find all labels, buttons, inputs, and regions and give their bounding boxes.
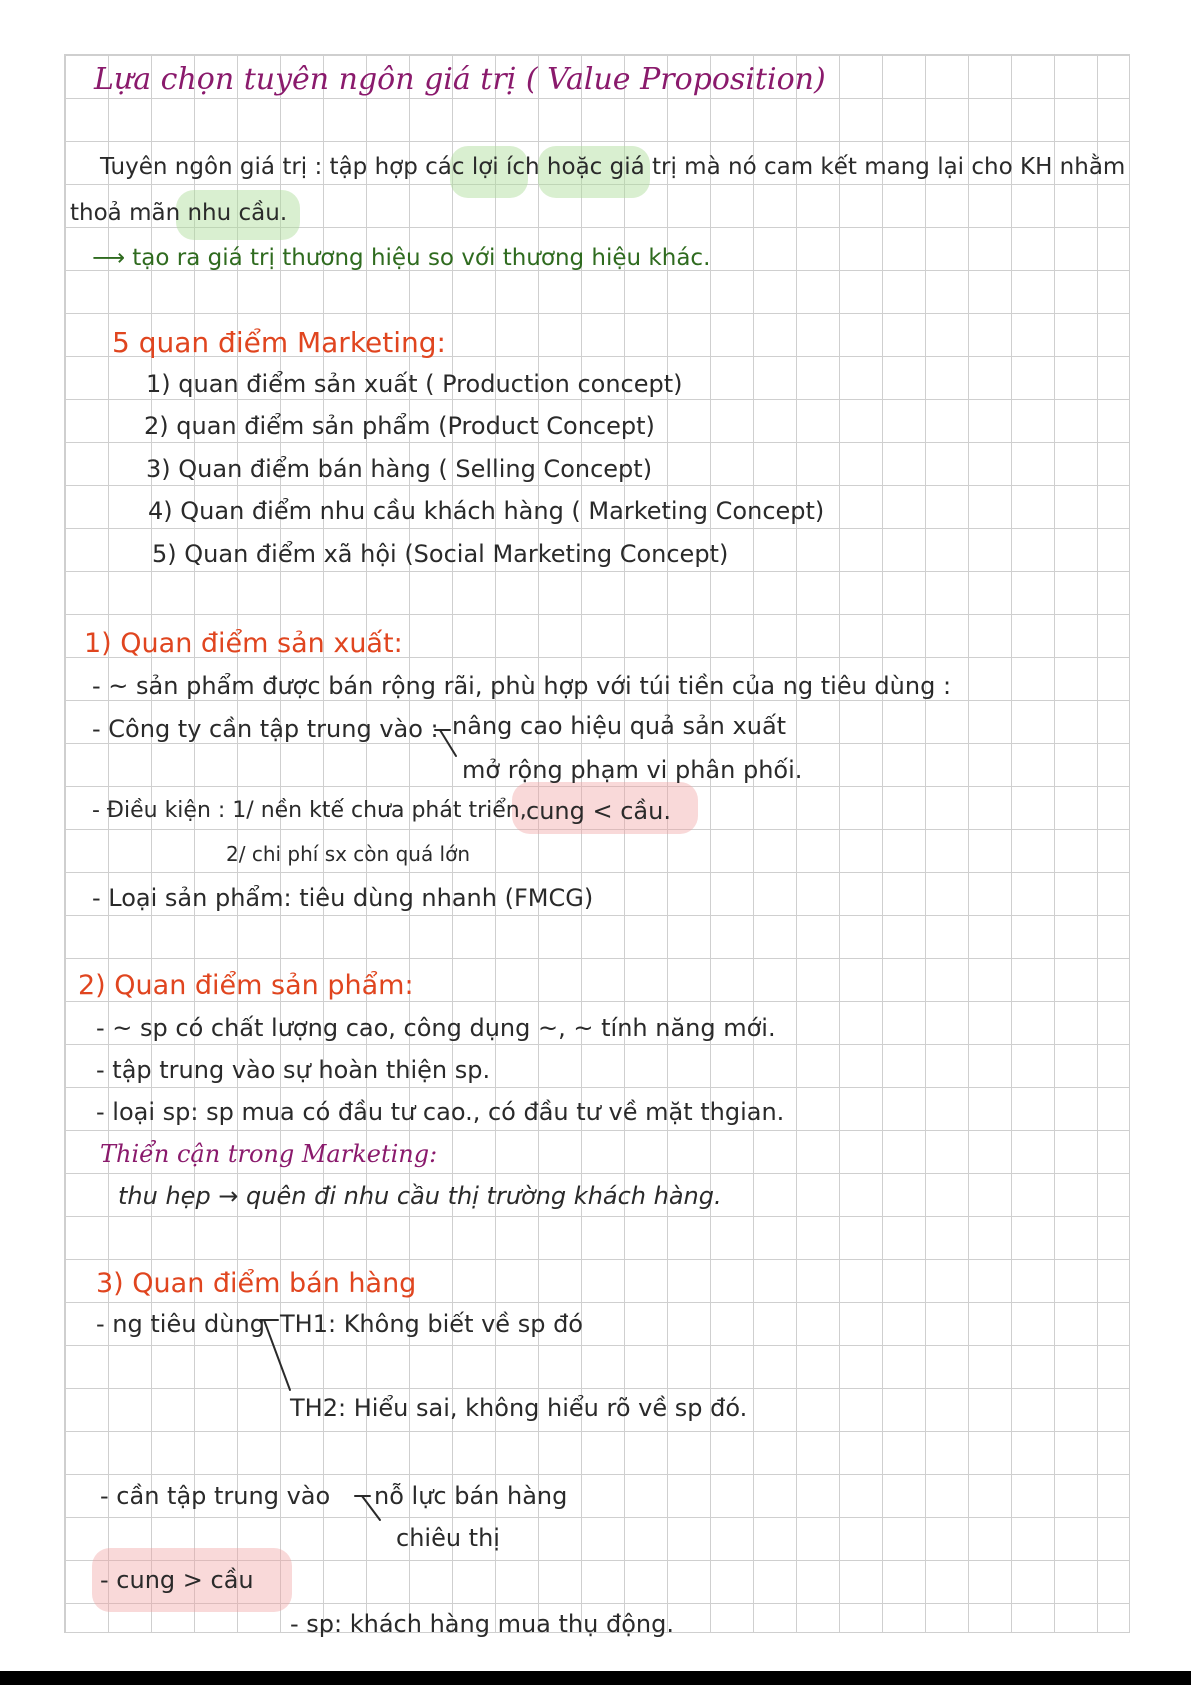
product-line-4: thu hẹp → quên đi nhu cầu thị trường khách hàng. <box>118 1182 722 1210</box>
bottom-edge-bar <box>0 1671 1191 1685</box>
selling-line-2: - cần tập trung vào <box>100 1482 331 1510</box>
selling-line-4: - sp: khách hàng mua thụ động. <box>290 1610 674 1638</box>
production-line-2a: nâng cao hiệu quả sản xuất <box>452 712 787 740</box>
selling-heading: 3) Quan điểm bán hàng <box>96 1268 417 1299</box>
selling-th2: TH2: Hiểu sai, không hiểu rõ về sp đó. <box>290 1394 748 1422</box>
concept-item-1: 1) quan điểm sản xuất ( Production concept) <box>146 370 683 398</box>
selling-th1: TH1: Không biết về sp đó <box>280 1310 583 1338</box>
selling-line-2a: nỗ lực bán hàng <box>374 1482 568 1510</box>
concept-item-3: 3) Quan điểm bán hàng ( Selling Concept) <box>146 455 653 483</box>
definition-line-1: Tuyên ngôn giá trị : tập hợp các lợi ích hoặc giá trị mà nó cam kết mang lại cho KH nhằm <box>100 154 1126 180</box>
product-line-1: - ~ sp có chất lượng cao, công dụng ~, ~ tính năng mới. <box>96 1014 776 1042</box>
production-line-1: - ~ sản phẩm được bán rộng rãi, phù hợp với túi tiền của ng tiêu dùng : <box>92 672 952 700</box>
production-heading: 1) Quan điểm sản xuất: <box>84 628 403 659</box>
production-line-2b: mở rộng phạm vi phân phối. <box>462 756 803 784</box>
selling-line-3: - cung > cầu <box>100 1566 254 1594</box>
definition-line-2: thoả mãn nhu cầu. <box>70 200 288 226</box>
product-sub-heading: Thiển cận trong Marketing: <box>100 1140 438 1168</box>
production-line-5: - Loại sản phẩm: tiêu dùng nhanh (FMCG) <box>92 884 594 912</box>
product-line-3: - loại sp: sp mua có đầu tư cao., có đầu tư về mặt thgian. <box>96 1098 785 1126</box>
concept-item-4: 4) Quan điểm nhu cầu khách hàng ( Marketing Concept) <box>148 497 825 525</box>
production-line-3b: cung < cầu. <box>526 797 671 825</box>
concept-item-5: 5) Quan điểm xã hội (Social Marketing Concept) <box>152 540 729 568</box>
production-line-3: - Điều kiện : 1/ nền ktế chưa phát triển, <box>92 798 527 823</box>
concept-item-2: 2) quan điểm sản phẩm (Product Concept) <box>144 412 655 440</box>
page-title: Lựa chọn tuyên ngôn giá trị ( Value Proposition) <box>94 62 826 97</box>
product-heading: 2) Quan điểm sản phẩm: <box>78 970 414 1001</box>
selling-line-2b: chiêu thị <box>396 1524 500 1552</box>
production-line-2: - Công ty cần tập trung vào : <box>92 715 439 743</box>
production-line-4: 2/ chi phí sx còn quá lớn <box>226 842 471 866</box>
selling-line-1: - ng tiêu dùng <box>96 1310 265 1338</box>
product-line-2: - tập trung vào sự hoàn thiện sp. <box>96 1056 491 1084</box>
definition-result: ⟶ tạo ra giá trị thương hiệu so với thương hiệu khác. <box>92 245 711 271</box>
concepts-heading: 5 quan điểm Marketing: <box>112 326 446 359</box>
